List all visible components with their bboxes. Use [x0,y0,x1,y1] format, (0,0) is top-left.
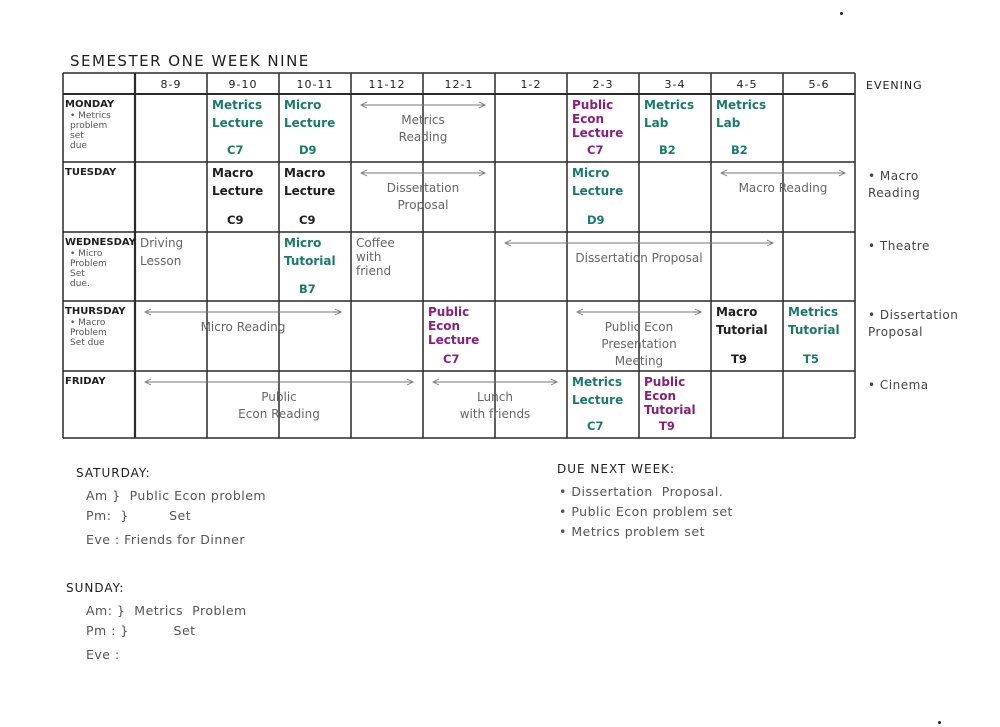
entry-text: Econ [644,389,677,403]
due-item: • Metrics problem set [559,524,705,539]
day-note: • Metrics [70,111,111,121]
sunday-section [66,581,247,665]
day-note: due. [70,279,90,289]
day-note: • Macro [70,318,106,328]
entry-text: Public [261,390,297,404]
entry-room: C7 [443,352,460,366]
entry-text: Lecture [284,116,336,130]
entry-text: Tutorial [644,403,696,417]
time-slot-header: 12-1 [444,78,474,91]
day-label: WEDNESDAY [65,237,136,248]
entry-room: B7 [299,282,316,296]
entry-text: Tutorial [716,323,768,337]
entry-text: Econ Reading [238,407,320,421]
due-next-week-section [557,462,733,542]
day-label: THURSDAY [65,306,126,317]
entry-text: Proposal [397,198,449,212]
day-note: Set [70,269,85,279]
entry-text: Dissertation Proposal [575,251,703,265]
entry-text: Reading [398,130,448,144]
entry-text: Tutorial [788,323,840,337]
due-next-week-heading: DUE NEXT WEEK: [557,462,676,476]
day-note: problem [70,121,108,131]
day-label: MONDAY [65,99,115,110]
saturday-pm-line: Pm: } Set [86,508,192,523]
entry-text: Public [644,375,686,389]
entry-text: Public Econ [604,320,674,334]
entry-text: Lecture [212,116,264,130]
entry-text: Macro [284,166,326,180]
entry-text: Micro [572,166,610,180]
entry-text: Lab [716,116,741,130]
entry-text: Macro Reading [738,181,828,195]
evening-entry: • Dissertation [868,308,959,322]
entry-text: Lunch [477,390,513,404]
time-slot-header: 9-10 [228,78,258,91]
entry-text: Micro Reading [200,320,286,334]
entry-text: Metrics [401,113,445,127]
entry-text: Metrics [716,98,767,112]
entry-text: Econ [428,319,461,333]
time-slot-header: 1-2 [520,78,542,91]
entry-text: Lecture [428,333,480,347]
day-note: • Micro [70,249,103,259]
sunday-am-line: Am: } Metrics Problem [86,603,247,618]
entry-text: Metrics [788,305,839,319]
day-note: due [70,141,87,151]
entry-room: C9 [227,213,244,227]
evening-entry: • Macro [868,169,919,183]
entry-text: Lecture [284,184,336,198]
entry-room: B2 [659,143,676,157]
entry-text: Lab [644,116,669,130]
entry-room: C7 [227,143,244,157]
day-label: TUESDAY [65,167,117,178]
sunday-heading: SUNDAY: [66,581,125,595]
entry-text: Metrics [572,375,623,389]
entry-text: Macro [716,305,758,319]
day-label: FRIDAY [65,376,106,387]
entry-room: C7 [587,143,604,157]
evening-entry: Proposal [868,325,923,339]
sunday-pm-line: Pm : } Set [86,623,196,638]
evening-entry: • Cinema [868,378,929,392]
entry-text: Coffee [356,236,395,250]
time-slot-header: 3-4 [664,78,686,91]
day-note: Problem [70,259,107,269]
entry-text: Public [428,305,470,319]
entry-text: Macro [212,166,254,180]
entry-text: Lecture [572,126,624,140]
entry-text: Metrics [212,98,263,112]
day-note: Problem [70,328,107,338]
entry-text: Driving [140,236,184,250]
entry-text: Metrics [644,98,695,112]
entry-room: D9 [299,143,317,157]
speck [938,721,941,724]
entry-text: Micro [284,98,322,112]
sunday-eve-line: Eve : [86,647,120,662]
time-slot-header: 4-5 [736,78,758,91]
speck [840,12,843,15]
entry-room: T9 [659,419,675,433]
time-slot-header: 8-9 [160,78,182,91]
page-title: SEMESTER ONE WEEK NINE [70,52,310,70]
entry-room: C9 [299,213,316,227]
due-item: • Public Econ problem set [559,504,733,519]
entry-room: T9 [731,352,747,366]
day-note: Set due [70,338,105,348]
saturday-section [76,466,266,550]
entry-text: Presentation [601,337,677,351]
entry-text: Lecture [572,184,624,198]
entry-text: with friends [459,407,531,421]
entry-text: Meeting [614,354,664,368]
entry-text: with [356,250,382,264]
entry-text: friend [356,264,392,278]
entry-text: Lecture [572,393,624,407]
time-slot-header: 2-3 [592,78,614,91]
entry-room: C7 [587,419,604,433]
entry-text: Lesson [140,254,182,268]
saturday-heading: SATURDAY: [76,466,151,480]
entry-text: Tutorial [284,254,336,268]
entry-text: Micro [284,236,322,250]
evening-entry: Reading [868,186,921,200]
entry-text: Lecture [212,184,264,198]
entry-text: Public [572,98,614,112]
due-item: • Dissertation Proposal. [559,484,724,499]
entry-room: D9 [587,213,605,227]
entry-text: Dissertation [386,181,460,195]
saturday-eve-line: Eve : Friends for Dinner [86,532,246,547]
entry-room: T5 [803,352,819,366]
day-note: set [70,131,84,141]
evening-entry: • Theatre [868,239,930,253]
time-slot-header: 11-12 [368,78,406,91]
evening-header: EVENING [866,79,923,92]
time-slot-header: 10-11 [296,78,334,91]
entry-text: Econ [572,112,605,126]
entry-room: B2 [731,143,748,157]
saturday-am-line: Am } Public Econ problem [86,488,267,503]
time-slot-header: 5-6 [808,78,830,91]
